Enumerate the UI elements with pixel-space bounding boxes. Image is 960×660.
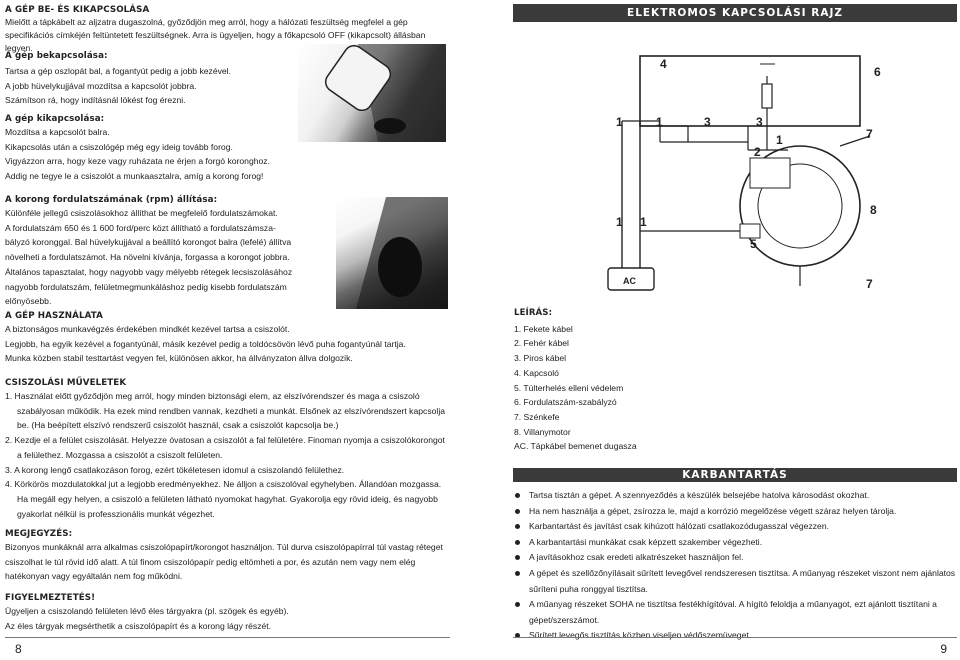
legend-item: 1. Fekete kábel (514, 323, 573, 334)
note-heading: MEGJEGYZÉS: (5, 529, 73, 539)
sanding-step: 4. Körkörös mozdulatokkal jut a legjobb eredményekhez. Ne álljon a csiszolóval egyhelyben. Állandóan mozgassa. Ha megáll egy helyen, a csiszoló a felületen látható nyomokat hagyhat. Gyakorolja egy rövid ideig, és nagyobb gyakorlat nélkül is professzionális munkát végezhet. (5, 479, 442, 519)
power-off-line: Vigyázzon arra, hogy keze vagy ruházata ne érjen a forgó koronghoz. (5, 156, 270, 167)
rpm-section (5, 194, 331, 309)
legend-item: 4. Kapcsoló (514, 367, 559, 378)
rpm-line: A fordulatszám 650 és 1 600 ford/perc közt állítható a fordulatszámsza- (5, 222, 276, 233)
wiring-diagram-title: ELEKTROMOS KAPCSOLÁSI RAJZ (513, 4, 957, 22)
label-2: 2 (754, 145, 761, 159)
label-5: 5 (750, 237, 757, 251)
label-7: 7 (866, 277, 873, 291)
maintenance-item: A karbantartási munkákat csak képzett szakember végezheti. (514, 535, 958, 551)
wiring-diagram (600, 46, 910, 302)
intro-heading: A GÉP BE- ÉS KIKAPCSOLÁSA (5, 5, 150, 15)
maintenance-item: A gépet és szellőzőnyílásait sűrített levegővel rendszeresen tisztítsa. A műanyag részeket viszont nem ajánlatos sűríteni puha ronggyal tisztítsa. (514, 566, 958, 597)
sanding-step: 2. Kezdje el a felület csiszolását. Helyezze óvatosan a csiszolót a fal felületére. Finoman nyomja a csiszolókorongot a felülethez. Mozgassa a csiszolót a csiszolt felületen. (5, 435, 445, 460)
usage-heading: A GÉP HASZNÁLATA (5, 311, 103, 321)
legend-heading: LEÍRÁS: (514, 308, 553, 318)
sanding-steps-heading: CSISZOLÁSI MŰVELETEK (5, 378, 127, 388)
note-section (5, 528, 450, 584)
maintenance-item: A műanyag részeket SOHA ne tisztítsa festékhígítóval. A hígító feloldja a műanyagot, ezt ajánlott tisztítani a gépet/szerszámot. (514, 597, 958, 628)
sanding-steps-section (5, 377, 450, 521)
power-on-line: A jobb hüvelykujjával mozdítsa a kapcsolót jobbra. (5, 80, 197, 91)
label-1: 1 (656, 115, 663, 129)
right-page-footer (513, 637, 957, 660)
legend-item: 6. Fordulatszám-szabályzó (514, 397, 617, 408)
maintenance-item: A javításokhoz csak eredeti alkatrészeket használjon fel. (514, 550, 958, 566)
speed-dial-photo (336, 197, 448, 309)
label-4: 4 (660, 57, 667, 71)
maintenance-item: Ha nem használja a gépet, zsírozza le, majd a korrózió megelőzése végett száraz helyen tárolja. (514, 504, 958, 520)
speed-regulator (762, 84, 772, 108)
rpm-line: előnyösebb. (5, 296, 52, 307)
legend-item: 5. Túlterhelés elleni védelem (514, 382, 624, 393)
maintenance-title: KARBANTARTÁS (513, 468, 957, 482)
legend-item: AC. Tápkábel bemenet dugasza (514, 441, 637, 452)
rpm-line: Különféle jellegű csiszolásokhoz állíthat be megfelelő fordulatszámokat. (5, 208, 278, 218)
left-page-footer (5, 637, 450, 660)
rpm-heading: A korong fordulatszámának (rpm) állítása: (5, 195, 218, 205)
usage-section (5, 310, 450, 366)
label-7: 7 (866, 127, 873, 141)
power-off-line: Kikapcsolás után a csiszológép még egy ideig tovább forog. (5, 141, 233, 152)
maintenance-list (514, 488, 958, 644)
power-on-line: Számítson rá, hogy indításnál lökést fog érezni. (5, 95, 186, 106)
label-1: 1 (616, 215, 623, 229)
rpm-line: bályzó koronggal. Bal hüvelykujjával a beállító korongot balra (lefelé) állítva (5, 237, 292, 248)
label-8: 8 (870, 203, 877, 217)
legend-item: 3. Piros kábel (514, 353, 567, 364)
power-off-line: Addig ne tegye le a csiszolót a munkaasztalra, amíg a korong forog! (5, 171, 264, 182)
sanding-step: 3. A korong lengő csatlakozáson forog, ezért tökéletesen idomul a csiszolandó felülethez. (5, 464, 345, 475)
warning-line: Ügyeljen a csiszolandó felületen lévő éles tárgyakra (pl. szögek és egyéb). (5, 606, 289, 616)
switch-box (640, 56, 860, 126)
note-text: Bizonyos munkáknál arra alkalmas csiszolópapírt/korongot használjon. Túl durva csiszolópapírral túl vastag réteget csiszolhat le túl rövid idő alatt. A túl finom csiszolópapír pedig eltömheti a por, és azután nem vagy nem elég hatékonyan vagy egyáltalán nem fog működni. (5, 542, 443, 582)
label-ac: AC (623, 276, 636, 286)
warning-heading: FIGYELMEZTETÉS! (5, 593, 96, 603)
maintenance-item: Karbantartást és javítást csak kihúzott hálózati csatlakozódugasszal végezzen. (514, 519, 958, 535)
rpm-line: Általános tapasztalat, hogy nagyobb vagy mélyebb rétegek lecsiszolásához (5, 266, 293, 277)
label-3: 3 (756, 115, 763, 129)
page-number: 9 (940, 642, 947, 656)
power-off-section (5, 113, 305, 184)
legend-section (514, 306, 714, 454)
rpm-line: növelheti a fordulatszámot. Ha növelni kívánja, forgassa a korongot jobbra. (5, 252, 290, 263)
warning-section (5, 592, 450, 633)
legend-item: 2. Fehér kábel (514, 338, 569, 349)
label-6: 6 (874, 65, 881, 79)
power-on-line: Tartsa a gép oszlopát bal, a fogantyút pedig a jobb kezével. (5, 66, 231, 76)
power-on-section (5, 50, 295, 108)
switch-photo (298, 44, 446, 142)
power-off-line: Mozdítsa a kapcsolót balra. (5, 127, 110, 137)
label-1: 1 (640, 215, 647, 229)
page-number: 8 (15, 642, 22, 656)
usage-line: A biztonságos munkavégzés érdekében mindkét kezével tartsa a csiszolót. (5, 324, 290, 334)
usage-line: Legjobb, ha egyik kezével a fogantyúnál, másik kezével pedig a toldócsövön lévő puha fogantyúnál tartja. (5, 338, 406, 349)
power-on-heading: A gép bekapcsolása: (5, 51, 108, 61)
label-1: 1 (776, 133, 783, 147)
rpm-line: nagyobb fordulatszám, felületmegmunkáláshoz pedig kisebb fordulatszám (5, 281, 287, 292)
legend-item: 7. Szénkefe (514, 411, 560, 422)
intro-text: Mielőtt a tápkábelt az aljzatra dugaszolná, győződjön meg arról, hogy a hálózati feszültség megfelel a gép specifikációs címkéjén feltüntetett feszültségnek. Arra is ügyeljen, hogy a főkapcsoló OFF (kikapcsolt) állásban legyen. (5, 17, 426, 53)
sanding-step: 1. Használat előtt győződjön meg arról, hogy minden biztonsági elem, az elszívórendszer és maga a csiszoló szabályosan működik. Ha ezek mind rendben vannak, kezdheti a munkát. Elsőnek az elszívórendszert kapcsolja be. (Ha beépített elszívó rendszerű csiszolót használ, csak a csiszolót kapcsolja be.) (5, 391, 446, 431)
warning-line: Az éles tárgyak megsérthetik a csiszolópapírt és a korong lágy részét. (5, 620, 272, 631)
power-off-heading: A gép kikapcsolása: (5, 114, 105, 124)
maintenance-item: Tartsa tisztán a gépet. A szennyeződés a készülék belsejébe hatolva károsodást okozhat. (514, 488, 958, 504)
sanding-steps-list (5, 389, 450, 521)
label-3: 3 (704, 115, 711, 129)
usage-line: Munka közben stabil testtartást vegyen fel, különösen akkor, ha állványzaton állva dolgozik. (5, 353, 353, 364)
label-1: 1 (616, 115, 623, 129)
legend-item: 8. Villanymotor (514, 426, 571, 437)
maintenance-item: Sűrített levegős tisztítás közben viseljen védőszemüveget. (514, 628, 958, 644)
